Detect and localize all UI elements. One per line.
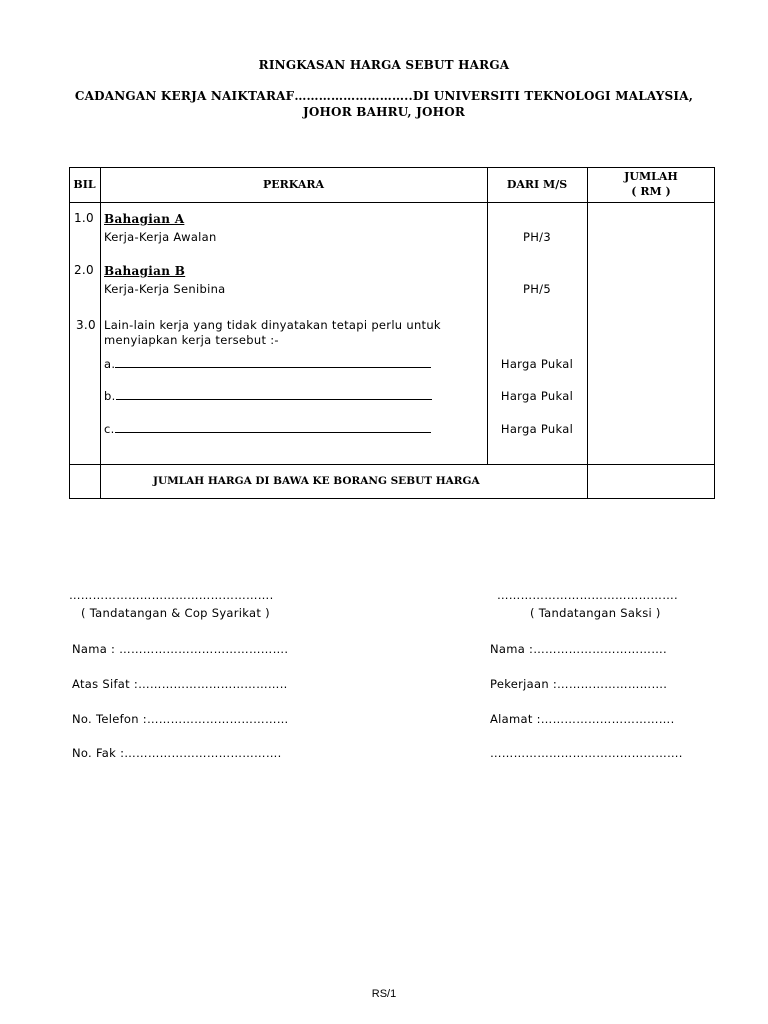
header-rm: ( RM )	[631, 185, 671, 198]
item-label: b.	[104, 389, 116, 403]
header-jumlah: JUMLAH	[624, 170, 678, 183]
item-a	[104, 357, 431, 371]
table-border-top	[69, 167, 715, 168]
item-blank-line	[115, 357, 431, 368]
page-code: RS/1	[371, 988, 397, 1000]
field-witness-alamat: Alamat :…………………………….	[490, 712, 675, 726]
row-desc: Kerja-Kerja Awalan	[104, 230, 217, 244]
item-c	[104, 422, 431, 436]
field-witness-nama: Nama :…………………………….	[490, 642, 667, 656]
header-perkara: PERKARA	[262, 178, 325, 191]
field-witness-pekerjaan: Pekerjaan :……………………….	[490, 677, 668, 691]
field-witness-extra: ………………………………………….	[490, 746, 683, 760]
item-dari: Harga Pukal	[500, 357, 574, 371]
col-divider-bil	[100, 167, 101, 499]
document-title: RINGKASAN HARGA SEBUT HARGA	[258, 58, 510, 72]
field-atas-sifat: Atas Sifat :………………………………..	[72, 677, 288, 691]
table-border-left	[69, 167, 70, 499]
col-divider-perkara	[487, 167, 488, 465]
field-no-telefon: No. Telefon :………………………………	[72, 712, 289, 726]
table-border-bottom	[69, 498, 715, 499]
row-dari: PH/3	[523, 230, 551, 244]
field-no-fak: No. Fak :………………………………….	[72, 746, 282, 760]
table-border-right	[714, 167, 715, 499]
row-desc-line2: menyiapkan kerja tersebut :-	[104, 333, 279, 347]
row-desc-line1: Lain-lain kerja yang tidak dinyatakan tetapi perlu untuk	[104, 318, 441, 332]
row-heading: Bahagian B	[104, 264, 186, 278]
row-heading: Bahagian A	[104, 212, 185, 226]
row-bil: 1.0	[74, 211, 94, 225]
company-signature-caption: ( Tandatangan & Cop Syarikat )	[81, 606, 270, 620]
witness-signature-caption: ( Tandatangan Saksi )	[530, 606, 661, 620]
company-signature-line: …………………………………………….	[69, 588, 274, 602]
document-subtitle-line2: JOHOR BAHRU, JOHOR	[302, 105, 466, 119]
row-bil: 2.0	[74, 263, 94, 277]
item-b	[104, 389, 432, 403]
total-label: JUMLAH HARGA DI BAWA KE BORANG SEBUT HARGA	[153, 475, 480, 487]
item-label: a.	[104, 357, 116, 371]
table-header-divider	[69, 202, 715, 203]
witness-signature-line: ……………………………………….	[497, 588, 678, 602]
item-dari: Harga Pukal	[500, 422, 574, 436]
item-label: c.	[104, 422, 115, 436]
row-dari: PH/5	[523, 282, 551, 296]
document-subtitle-line1: CADANGAN KERJA NAIKTARAF………………………..DI UNIVERSITI TEKNOLOGI MALAYSIA,	[74, 89, 694, 103]
header-bil: BIL	[73, 178, 96, 191]
field-nama: Nama : …………………………………….	[72, 642, 289, 656]
row-bil: 3.0	[76, 318, 96, 332]
row-desc: Kerja-Kerja Senibina	[104, 282, 226, 296]
header-dari: DARI M/S	[506, 178, 568, 191]
item-blank-line	[116, 389, 432, 400]
summary-table	[69, 167, 715, 499]
col-divider-dari	[587, 167, 588, 499]
item-dari: Harga Pukal	[500, 389, 574, 403]
table-total-divider	[69, 464, 715, 465]
item-blank-line	[115, 422, 431, 433]
